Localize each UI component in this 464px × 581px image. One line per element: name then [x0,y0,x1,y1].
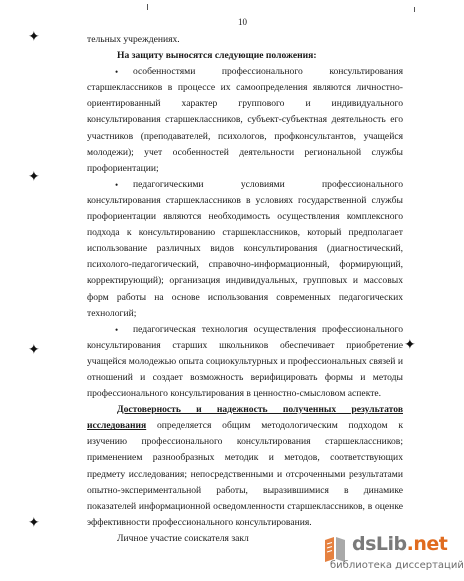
page-number: 10 [238,17,247,27]
bullet-item [87,64,403,177]
dslib-watermark[interactable] [322,533,464,575]
intro-line: тельных учреждениях. [87,34,180,45]
reliability-text: определяется общим методологическим подходом к изучению профессионального консультирования старшеклассников; применением разнообразных методик и методов, соответствующих предмету исследования; непосредственными и отсроченными результатами опытно-экспериментальной работы, выразившимися в динамике показателей информационной осведомленности старшеклассников, в оценке эффективности профессионального консультирования. [87,420,403,528]
scan-tick [147,4,148,10]
reliability-paragraph [87,402,403,531]
watermark-title-main: dsLib [352,533,407,555]
bullet-item [87,322,403,402]
watermark-title [352,533,447,555]
bullet-item [87,177,403,322]
margin-star-mark: ✦ [28,515,40,531]
watermark-title-ext: .net [406,533,448,555]
book-logo-icon [322,535,348,563]
bullet-icon: • [115,67,119,78]
bullet-text: педагогическая технология осуществления профессионального консультирования старших школьников обеспечивает приобретение учащейся молодежью опыта социокультурных и профессиональных связей и отношений и создает возможность верифицировать формы и методы профессионального консультирования в ценностно-смысловом аспекте. [87,323,403,400]
watermark-subtitle: библиотека диссертаций [330,560,464,571]
margin-star-mark: ✦ [404,337,416,353]
bullet-icon: • [115,324,119,335]
section-heading: На защиту выносятся следующие положения: [117,50,317,62]
reliability-heading: Достоверность и надежность полученных результатов исследования [87,404,403,432]
margin-star-mark: ✦ [28,342,40,358]
bullet-text: особенностями профессионального консультирования старшеклассников в процессе их самоопределения являются личностно-ориентированный характер группового и индивидуального консультирования старшеклассников, субъект-субъектная деятельность его участников (преподавателей, психологов, профконсультантов, учащейся молодежи); учет особенностей деятельности региональной службы профориентации; [87,66,403,174]
body-text [87,32,403,547]
bullet-icon: • [115,179,119,190]
personal-contribution-line: Личное участие соискателя закл [117,532,249,544]
bullet-text: педагогическими условиями профессионального консультирования старшеклассников в условиях государственной службы профориентации являются необходимость осуществления комплексного подхода к консультированию старшеклассников, который предполагает использование различных видов консультирования (диагностический, психолого-педагогический, справочно-информационный, формирующий, корректирующий); организация индивидуальных, групповых и массовых форм работы на основе использования современных педагогических технологий; [87,178,403,319]
margin-star-mark: ✦ [28,169,40,185]
scan-tick [414,7,415,12]
margin-star-mark: ✦ [28,29,40,45]
